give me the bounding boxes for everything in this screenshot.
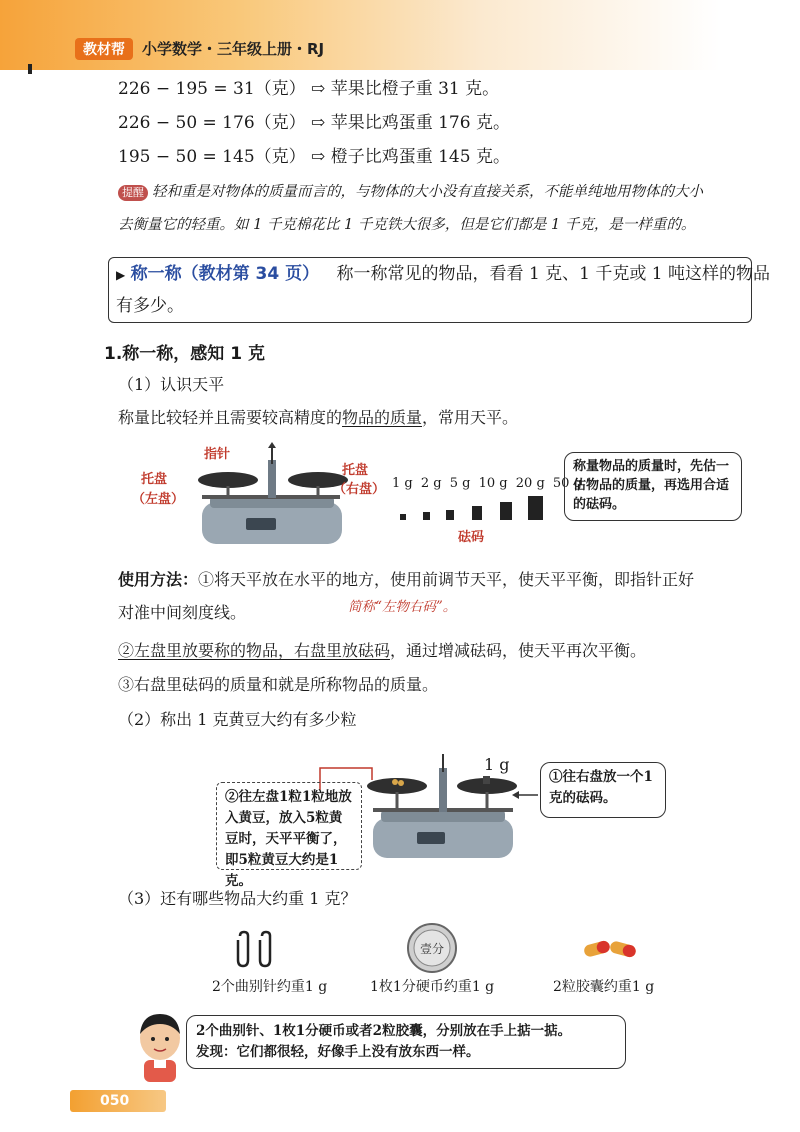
activity-box-line1: ▶ 称一称（教材第 34 页） 称一称常见的物品，看看 1 克、1 千克或 1 吨这样的物品	[116, 264, 771, 284]
usage-annotation: 简称“左物右码”。	[348, 599, 457, 615]
scale-pillar	[439, 768, 447, 812]
weight-20g	[500, 502, 512, 520]
beans-note: ②往左盘1粒1粒地放入黄豆，放入5粒黄豆时，天平平衡了，即5粒黄豆大约是1克。	[216, 782, 362, 870]
caption-capsules: 2粒胶囊约重1 g	[553, 979, 655, 995]
reminder-note-line1: 提醒 轻和重是对物体的质量而言的，与物体的大小没有直接关系，不能单纯地用物体的大小	[118, 180, 703, 204]
arrow-icon: ⇨	[311, 113, 326, 133]
weights-illustration	[392, 492, 552, 522]
caption-paperclips: 2个曲别针约重1 g	[212, 979, 328, 995]
weights-labels: 1 g 2 g 5 g 10 g 20 g 50 g	[392, 476, 582, 491]
weight-10g	[472, 506, 482, 520]
bean	[398, 780, 404, 786]
svg-text:壹分: 壹分	[419, 942, 445, 956]
label-left-pan: 托盘	[141, 472, 168, 487]
coin-icon	[406, 922, 458, 974]
left-pan	[198, 472, 258, 488]
usage-step3: ③右盘里砝码的质量和就是所称物品的质量。	[118, 675, 439, 694]
page-number: 050	[70, 1090, 166, 1112]
label-pointer: 指针	[204, 447, 231, 462]
scale-pillar	[268, 460, 276, 498]
arrow-left-icon	[510, 788, 540, 802]
weight-note: ①往右盘放一个1克的砝码。	[540, 762, 666, 818]
weight-2g	[423, 512, 430, 520]
label-right-pan: 托盘	[342, 463, 369, 478]
scale-display	[417, 832, 445, 844]
equation-row: 195 − 50 = 145（克） ⇨ 橙子比鸡蛋重 145 克。	[118, 147, 510, 167]
weights-caption: 砝码	[458, 530, 485, 545]
label-right-pan-sub: （右盘）	[333, 482, 386, 497]
caption-coin: 1枚1分硬币约重1 g	[370, 979, 495, 995]
equation-row: 226 − 50 = 176（克） ⇨ 苹果比鸡蛋重 176 克。	[118, 113, 510, 133]
equation-row: 226 − 195 = 31（克） ⇨ 苹果比橙子重 31 克。	[118, 79, 500, 99]
usage-step2: ②左盘里放要称的物品，右盘里放砝码，通过增减砝码，使天平再次平衡。	[118, 641, 647, 660]
header-badge: 教材帮	[75, 38, 133, 60]
student-avatar	[132, 1012, 188, 1082]
usage-step1-line1: 使用方法：①将天平放在水平的地方，使用前调节天平，使天平平衡，即指针正好	[118, 570, 695, 589]
part1-title: （1）认识天平	[118, 375, 225, 394]
weight-5g	[446, 510, 454, 520]
header-rule	[28, 64, 32, 74]
header-title: 小学数学・三年级上册・RJ	[142, 40, 325, 58]
activity-box-line2: 有多少。	[116, 296, 184, 316]
weight-50g	[528, 496, 543, 520]
label-left-pan-sub: （左盘）	[132, 492, 185, 507]
activity-label: 称一称（教材第 34 页）	[130, 264, 320, 284]
arrow-icon: ⇨	[311, 147, 326, 167]
capsule-icon	[580, 935, 640, 961]
part1-desc: 称量比较轻并且需要较高精度的物品的质量，常用天平。	[118, 408, 519, 427]
paperclip-icon	[232, 930, 280, 970]
usage-step1-line2: 对准中间刻度线。	[118, 603, 247, 622]
reminder-note-line2: 去衡量它的轻重。如 1 千克棉花比 1 千克铁大很多，但是它们都是 1 千克，是一样重的。	[118, 217, 696, 233]
bean	[392, 779, 398, 785]
triangle-icon: ▶	[116, 268, 126, 282]
arrow-icon: ⇨	[311, 79, 326, 99]
reminder-badge: 提醒	[118, 185, 148, 201]
part2-title: （2）称出 1 克黄豆大约有多少粒	[118, 710, 357, 729]
weight-1g-label: 1 g	[484, 755, 510, 774]
pointer-tip	[268, 442, 276, 448]
discovery-note: 2个曲别针、1枚1分硬币或者2粒胶囊，分别放在手上掂一掂。 发现：它们都很轻，好像手上没有放东西一样。	[186, 1015, 626, 1069]
weight-1g	[483, 776, 490, 784]
weights-tip-note: 称量物品的质量时，先估一估物品的质量，再选用合适的砝码。	[564, 452, 742, 521]
weight-1g	[400, 514, 406, 520]
section-title: 1.称一称，感知 1 克	[104, 344, 265, 364]
part3-title: （3）还有哪些物品大约重 1 克？	[118, 889, 357, 908]
scale-display	[246, 518, 276, 530]
